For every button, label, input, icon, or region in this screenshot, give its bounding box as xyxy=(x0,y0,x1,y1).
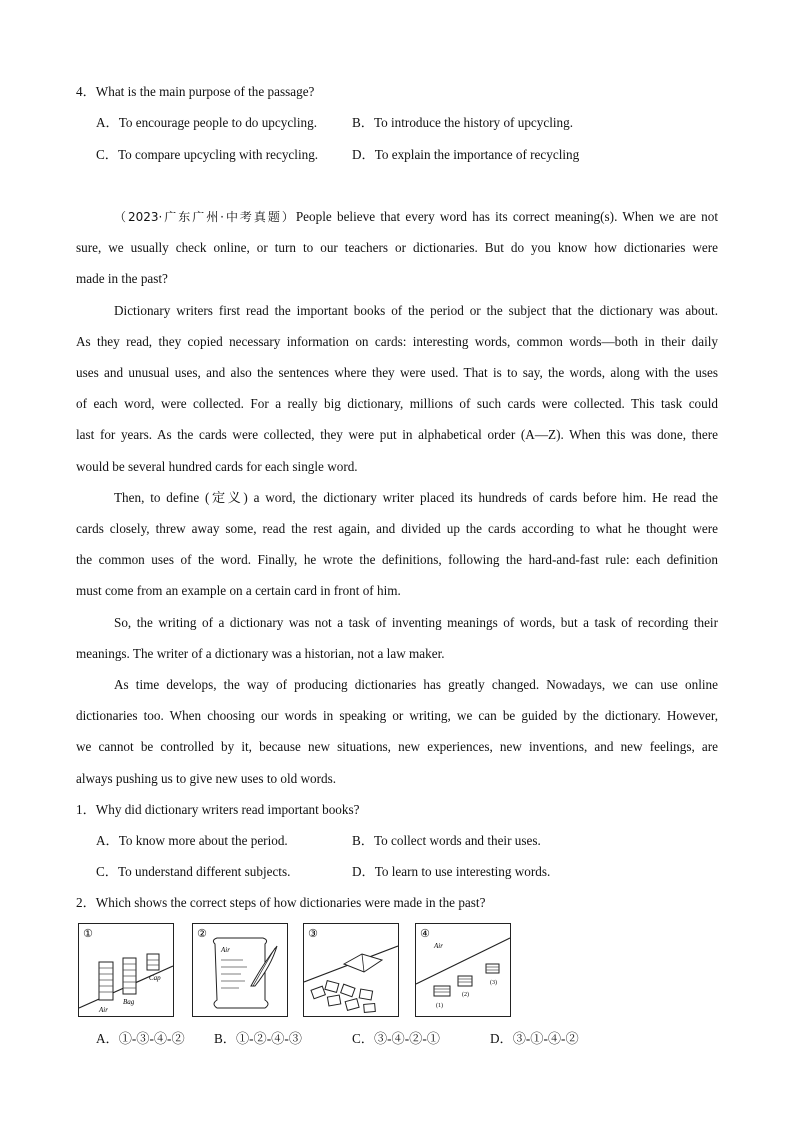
book-and-cards-illustration xyxy=(304,924,398,1016)
svg-text:(2): (2) xyxy=(462,992,469,998)
passage-p4-line2: meanings. The writer of a dictionary was a historian, not a law maker. xyxy=(76,646,445,661)
q2-option-c: C．③-④-②-① xyxy=(352,1031,440,1046)
svg-text:Cap: Cap xyxy=(149,974,161,982)
passage-p5-line1: As time develops, the way of producing dictionaries has greatly changed. Nowadays, we can use online xyxy=(114,677,718,692)
q2-picture-1 xyxy=(78,923,174,1017)
q2-option-d: D．③-①-④-② xyxy=(490,1031,579,1046)
q4-stem: 4．What is the main purpose of the passage? xyxy=(76,84,315,99)
q1-option-a: A．To know more about the period. xyxy=(96,833,288,848)
svg-text:Bag: Bag xyxy=(123,998,135,1006)
q2-option-a: A．①-③-④-② xyxy=(96,1031,185,1046)
q4-option-c: C．To compare upcycling with recycling. xyxy=(96,147,319,162)
picture-3-number: ③ xyxy=(308,927,318,940)
scroll-and-quill-illustration xyxy=(193,924,287,1016)
passage-p2-line6: would be several hundred cards for each single word. xyxy=(76,459,358,474)
svg-text:Air: Air xyxy=(434,942,443,950)
passage-p2-line3: uses and unusual uses, and also the sentences where they were used. That is to say, the words, along with the uses xyxy=(76,365,718,380)
passage-p5-line4: always pushing us to give new uses to old words. xyxy=(76,771,337,786)
q4-option-b: B．To introduce the history of upcycling. xyxy=(352,115,574,130)
q1-option-d: D．To learn to use interesting words. xyxy=(352,864,551,879)
q1-option-b: B．To collect words and their uses. xyxy=(352,833,541,848)
passage-p5-line2: dictionaries too. When choosing our words in speaking or writing, we can be guided by the dictionary. However, xyxy=(76,708,718,723)
q2-picture-4 xyxy=(415,923,511,1017)
passage-p3-line1: Then, to define (定义) a word, the dictionary writer placed its hundreds of cards before him. He read the xyxy=(114,490,718,505)
q2-picture-3 xyxy=(303,923,399,1017)
passage-p2-line4: of each word, were collected. For a really big dictionary, millions of such cards were collected. This task could xyxy=(76,396,718,411)
passage-p4-line1: So, the writing of a dictionary was not a task of inventing meanings of words, but a task of recording their xyxy=(114,615,718,630)
passage-p2-line5: last for years. As the cards were collected, they were put in alphabetical order (A—Z). When this was done, there xyxy=(76,427,718,442)
passage-p1-line2: sure, we usually check online, or turn to our teachers or dictionaries. But do you know how dictionaries were xyxy=(76,240,718,255)
passage-p2-line1: Dictionary writers first read the important books of the period or the subject that the dictionary was about. xyxy=(114,303,718,318)
q2-option-b: B．①-②-④-③ xyxy=(214,1031,302,1046)
q1-stem: 1．Why did dictionary writers read important books? xyxy=(76,802,360,817)
svg-text:(1): (1) xyxy=(436,1003,443,1009)
svg-text:Air: Air xyxy=(221,946,230,954)
passage-p1-line1: （2023·广东广州·中考真题）People believe that every word has its correct meaning(s). When we are not xyxy=(114,209,719,224)
passage-p3-line2: cards closely, threw away some, read the rest again, and divided up the cards according to what he thought were xyxy=(76,521,718,536)
passage-p3-line3: the common uses of the word. Finally, he wrote the definitions, following the hard-and-fast rule: each definition xyxy=(76,552,718,567)
card-stacks-illustration xyxy=(79,924,173,1016)
passage-source: （2023·广东广州·中考真题） xyxy=(114,210,296,224)
svg-text:(3): (3) xyxy=(490,980,497,986)
q4-option-d: D．To explain the importance of recycling xyxy=(352,147,580,162)
passage-p1-line3: made in the past? xyxy=(76,271,168,286)
svg-text:Air: Air xyxy=(99,1006,108,1014)
passage-p5-line3: we cannot be controlled by it, because new situations, new experiences, new inventions, and new feelings, are xyxy=(76,739,718,754)
picture-4-number: ④ xyxy=(420,927,430,940)
passage-p2-line2: As they read, they copied necessary information on cards: interesting words, common words—both in their daily xyxy=(76,334,718,349)
sorted-stacks-illustration xyxy=(416,924,510,1016)
passage-p3-line4: must come from an example on a certain card in front of him. xyxy=(76,583,401,598)
q2-picture-2 xyxy=(192,923,288,1017)
picture-2-number: ② xyxy=(197,927,207,940)
picture-1-number: ① xyxy=(83,927,93,940)
q4-option-a: A．To encourage people to do upcycling. xyxy=(96,115,317,130)
q2-stem: 2．Which shows the correct steps of how dictionaries were made in the past? xyxy=(76,895,486,910)
q1-option-c: C．To understand different subjects. xyxy=(96,864,291,879)
